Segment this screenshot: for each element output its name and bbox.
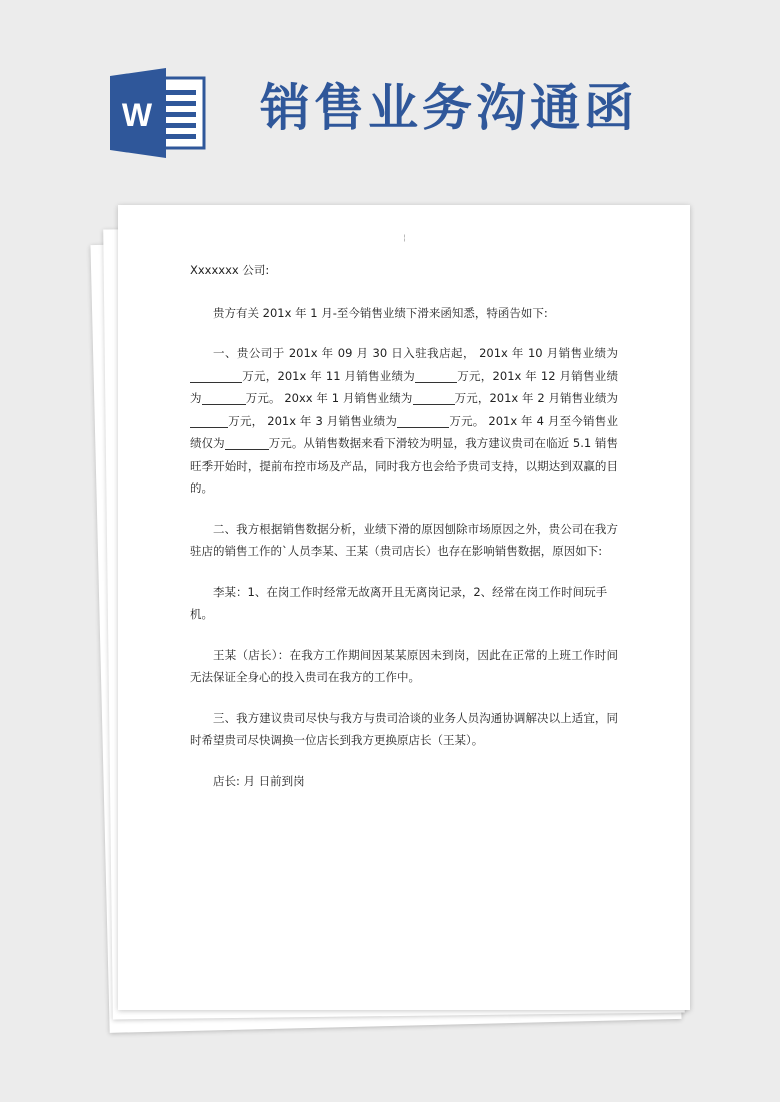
document-title: 销售业务沟通函 [260, 79, 638, 137]
blank-field[interactable] [202, 391, 246, 405]
sec1-c: 万元，201x 年 12 月销售业绩为 [190, 368, 618, 405]
greeting: Xxxxxxx 公司: [190, 263, 270, 277]
section-2-paragraph: 二、我方根据销售数据分析，业绩下滑的原因刨除市场原因之外，贵公司在我方驻店的销售工作的`人员李某、王某（贵司店长）也存在影响销售数据，原因如下: [190, 521, 618, 558]
intro-paragraph: 贵方有关 201x 年 1 月-至今销售业绩下滑来函知悉，特函告如下: [213, 305, 548, 320]
word-logo-icon [110, 68, 206, 158]
blank-field[interactable] [190, 369, 242, 383]
wang-paragraph: 王某（店长）：在我方工作期间因某某原因未到岗，因此在正常的上班工作时间无法保证全身心的投入贵司在我方的工作中。 [190, 647, 618, 684]
logo-letter: W [121, 97, 153, 133]
page-marker: ¦ [403, 233, 406, 242]
sec1-f: 万元， 201x 年 3 月销售业绩为 [228, 413, 398, 428]
blank-field[interactable] [415, 369, 457, 383]
section-3-paragraph: 三、我方建议贵司尽快与我方与贵司洽谈的业务人员沟通协调解决以上适宜，同时希望贵司尽快调换一位店长到我方更换原店长（王某）。 [190, 710, 618, 747]
sec1-h: 万元。从销售数据来看下滑较为明显，我方建议贵司在临近 5.1 销售旺季开始时，提前布控市场及产品，同时我方也会给予贵司支持，以期达到双赢的目的。 [190, 436, 618, 495]
blank-field[interactable] [190, 414, 228, 428]
blank-field[interactable] [413, 391, 455, 405]
sec1-d: 万元。 20xx 年 1 月销售业绩为 [245, 391, 413, 405]
document-page [118, 205, 690, 1010]
sec1-e: 万元，201x 年 2 月销售业绩为 [454, 391, 619, 405]
sec1-a: 一、贵公司于 201x 年 09 月 30 日入驻我店起， 201x 年 10 月销售业绩为 [213, 346, 618, 360]
blank-field[interactable] [225, 436, 269, 450]
sec1-g: 万元。 201x 年 4 月至今销售业绩仅为 [190, 413, 618, 450]
li-paragraph: 李某：1、在岗工作时经常无故离开且无离岗记录，2、经常在岗工作时间玩手机。 [190, 584, 608, 621]
sec1-b: 万元，201x 年 11 月销售业绩为 [242, 368, 416, 383]
blank-field[interactable] [397, 414, 449, 428]
section-1-paragraph [190, 342, 618, 500]
signature-line: 店长: 月 日前到岗 [213, 773, 305, 788]
letter-body [190, 259, 618, 792]
